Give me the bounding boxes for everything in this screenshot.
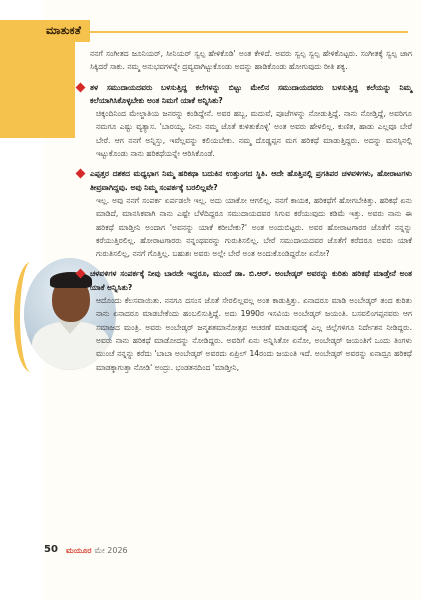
header-rule (88, 31, 408, 33)
section-title: ಮಾತುಕತೆ (44, 20, 90, 42)
red-diamond-bullet-icon (76, 82, 86, 92)
answer-paragraph: ಚಿಕ್ಕಂದಿನಿಂದ ಮೇಲ್ಜಾತಿಯ ಜನರನ್ನು ಕಂಡಿದ್ದೇನೆ. ಅವರ ಹಬ್ಬ, ಮದುವೆ, ಪೂಜೆಗಳನ್ನು ನೋಡುತ್ತಿದ್ದೆ. ನಾನು ನೋಡ್ತಿದ್ದೆ, ಅವರಿಗೂ ನಮಗೂ ಎಷ್ಟು ವ್ಯತ್ಯಾಸ. 'ಬಾರಯ್ಯ, ನೀನು ನಮ್ಮ ಜೊತೆ ಕುಳಿತುಕೊಳ್ಳಿ' ಅಂತ ಅವರು ಹೇಳಲಿಲ್ಲ. ಕುಣಿತ, ಹಾಡು ಎಲ್ಲವೂ ಬೇರೆ ಬೇರೆ. ಆಗ ನನಗೆ ಅನ್ನಿಸ್ತು, ಇವೆಲ್ಲವನ್ನು ಕಲಿಯಬೇಕು. ನಮ್ಮ ದೊಡ್ಡಪ್ಪನ ಮಗ ಹರಿಕಥೆ ಮಾಡುತ್ತಿದ್ದರು. ಅದನ್ನು ಮನಸ್ಸಿನಲ್ಲಿ ಇಟ್ಟುಕೊಂಡು ನಾನು ಹರಿಕಥೆಯನ್ನೇ ಆರಿಸಿಕೊಂಡೆ. (96, 109, 412, 159)
question-paragraph: ಎಪ್ಪತ್ತರ ದಶಕದ ಮಧ್ಯಭಾಗ ನಿಮ್ಮ ಹರಿಕಥಾ ಬದುಕಿನ ಉತ್ತುಂಗದ ಸ್ಥಿತಿ. ಆದೇ ಹೊತ್ತಿನಲ್ಲಿ ಪ್ರಗತಿಪರ ಚಳವಳಿಗಳು, ಹೋರಾಟಗಳು ತೀವ್ರವಾಗಿದ್ದವು. ಅವು ನಿಮ್ಮ ಸಂಪರ್ಕಕ್ಕೆ ಬರಲಿಲ್ಲವೇ? (90, 167, 412, 194)
article-body (90, 47, 412, 374)
answer-paragraph: ಆದೊಂದು ಕೆಲಸವಾಯಿತು. ನನಗೂ ದಸಂಸ ಜೊತೆ ಸೇರಲಿಲ್ಲವಲ್ಲ ಅಂತ ಕಾಡುತ್ತಿತ್ತು. ಏನಾದರೂ ಮಾಡಿ ಅಂಬೇಡ್ಕರ್ ತಂದ ಕುರಿತು ನಾನು ಏನಾದರೂ ಮಾಡಬೇಕೆಂದು ಹಂಬಲಿಸುತ್ತಿದ್ದೆ. ಅದು 1990ರ ಇಸವಿಯ ಅಂಬೇಡ್ಕರ್ ಜಯಂತಿ. ಬಸವಲಿಂಗಪ್ಪನವರು ಆಗ ಸಮಾಜದ ಮಂತ್ರಿ. ಅವರು ಅಂಬೇಡ್ಕರ್ ಜನ್ಮಶತಮಾನೋತ್ಸವ ಆಚರಣೆ ಮಾಡುವುದಕ್ಕೆ ಎಲ್ಲ ಜಿಲ್ಲೆಗಳಿಗೂ ನಿರ್ದೇಶನ ನೀಡಿದ್ದರು. ಅವರು ನಾನು ಹರಿಕಥೆ ಮಾಡೋದನ್ನು ನೋಡಿದ್ದರು. ಅವರಿಗೆ ಏನು ಅನ್ನಿಸಿತೋ ಏನೋ, ಅಂಬೇಡ್ಕರ್ ಜಯಂತಿಗೆ ಒಂದು ತಿಂಗಳು ಮುಂಚೆ ನನ್ನನ್ನು ಕರೆದು 'ಬಾಬಾ ಅಂಬೇಡ್ಕರ್ ಅವರದು ಏಪ್ರಿಲ್ 14ರಂದು ಜಯಂತಿ ಇದೆ. ಅಂಬೇಡ್ಕರ್ ಅವರನ್ನು ಏನಾದ್ರೂ ಹರಿಕಥೆ ಮಾಡಕ್ಕಾಗುತ್ತಾ ನೋಡಿ' ಅಂದ್ರು. ಭಂಡತನದಿಂದ 'ಮಾಡ್ತೀನಿ, (96, 296, 412, 372)
question-paragraph: ಚಳವಳಿಗಳ ಸಂಪರ್ಕಕ್ಕೆ ನೀವು ಬಾರದೇ ಇದ್ದರೂ, ಮುಂದೆ ಡಾ. ಬಿ.ಆರ್. ಅಂಬೇಡ್ಕರ್ ಅವರನ್ನು ಕುರಿತು ಹರಿಕಥೆ ಮಾಡ್ತೇನೆ ಅಂತ ಯಾಕೆ ಅನ್ನಿಸಿತು? (90, 267, 412, 294)
question-paragraph: ತಳ ಸಮುದಾಯದವರು ಬಳಸುತ್ತಿದ್ದ ಕಲೆಗಳನ್ನು ಬಿಟ್ಟು ಮೇಲಿನ ಸಮುದಾಯದವರು ಬಳಸುತ್ತಿದ್ದ ಕಲೆಯನ್ನು ನಿಮ್ಮ ಕಲೆಯಾಗಿಸಿಕೊಳ್ಳಬೇಕು ಅಂತ ನಿಮಗೆ ಯಾಕೆ ಅನ್ನಿಸಿತು? (90, 81, 412, 108)
page-number: 50 (44, 544, 58, 555)
answer-paragraph: ನನಗೆ ಸಂಗೀತದ ಜೂನಿಯರ್, ಸೀನಿಯರ್ ಸ್ವಲ್ಪ ಹೇಳಿಕೊಡಿ' ಅಂತ ಕೇಳಿದೆ. ಅವರು ಸ್ವಲ್ಪ ಸ್ವಲ್ಪ ಹೇಳಿಕೊಟ್ಟರು. ಸಂಗೀತಕ್ಕೆ ಸ್ವಲ್ಪ ಜಾಗ ಸಿಕ್ಕಿದರೆ ಸಾಕು. ನಮ್ಮ ಅನುಭವಗಳನ್ನೇ ದ್ರವ್ಯವಾಗಿಟ್ಟುಕೊಂಡು ಅದನ್ನು ಹಾಡಿಕೊಂಡು ಹೋಗುವುದು ರೀತಿ ಶಕ್ಯ. (90, 49, 412, 72)
magazine-name: ಮಯೂರ (66, 546, 92, 555)
answer-paragraph: ಇಲ್ಲ. ಅವು ನನಗೆ ಸಂಪರ್ಕ ಏರ್ಪಡಲೇ ಇಲ್ಲ. ಅದು ಯಾಕೋ ಆಗಲಿಲ್ಲ. ನನಗೆ ಕಾಯಕ, ಹರಿಕಥೆಗೆ ಹೋಗಬೇಕಿತ್ತು. ಹರಿಕಥೆ ಏನು ಮಾಡಿದೆ, ಮಾನಸಿಕವಾಗಿ ನಾನು ಎಷ್ಟೇ ಬೆಳೆದಿದ್ದರೂ ಸಮುದಾಯದವರ ಸಿಗುವ ಕರೆಯುವುದು ಕಡಿಮೆ ಇತ್ತು. ಅವರು ನಾನು ಈ ಹರಿಕಥೆ ಮಾಡ್ತೀನಿ ಅಂದಾಗ 'ಅವನನ್ನು ಯಾಕೆ ಕರೀಬೇಕು?' ಅಂತ ಅಂದುಬಿಟ್ಟರು. ಅವರ ಹೋರಾಟಗಾರರ ಜೊತೆಗೆ ನನ್ನನ್ನು ಕರೆಯುತ್ತಿರಲಿಲ್ಲ. ಹೋರಾಟಗಾರರು ನನ್ನಂಥವರನ್ನು ಗುರುತಿಸಲಿಲ್ಲ. ಬೇರೆ ಸಮುದಾಯದವರ ಜೊತೆಗೆ ಕರೆದರೂ ಅವರು ಯಾಕೆ ಗುರುತಿಸಲಿಲ್ಲ, ನನಗೆ ಗೊತ್ತಿಲ್ಲ. ಬಹುಶಃ ಅವರು ಅಲ್ಲೇ ಬೇರೆ ಅಂತ ಅಂದುಕೊಂಡಿದ್ದರೋ ಏನೋ? (96, 195, 412, 259)
magazine-credit (66, 546, 128, 556)
page-footer (44, 544, 414, 560)
issue-date: ಮೇ 2026 (94, 546, 128, 555)
section-header (0, 20, 422, 42)
red-diamond-bullet-icon (76, 169, 86, 179)
